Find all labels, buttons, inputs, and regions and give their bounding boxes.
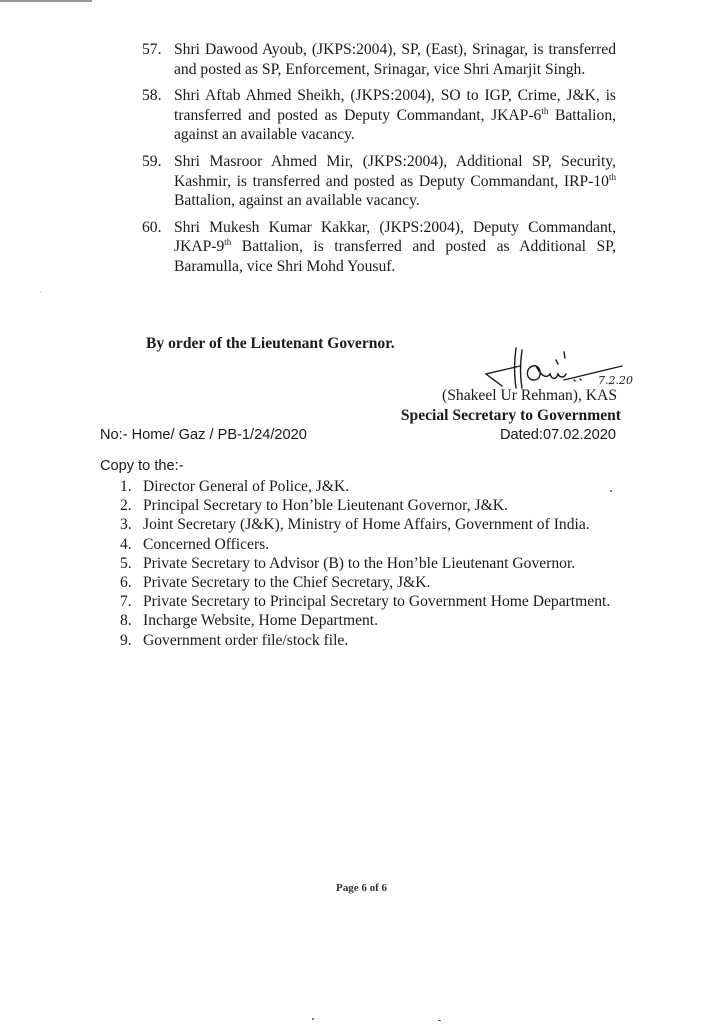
copy-to-number: 6.: [120, 574, 132, 592]
signature-date: 7.2.20: [598, 374, 633, 387]
reference-number: No:- Home/ Gaz / PB-1/24/2020: [100, 427, 307, 443]
order-text-part: Battalion, against an available vacancy.: [174, 192, 420, 210]
signer-name: (Shakeel Ur Rehman), KAS: [442, 387, 617, 404]
order-text-part: Shri Masroor Ahmed Mir, (JKPS:2004), Additional SP, Security, Kashmir, is transferred and posted as Deputy Commandant, IRP-10: [174, 152, 616, 190]
copy-to-number: 3.: [120, 516, 132, 534]
copy-to-number: 9.: [120, 631, 132, 649]
scan-speck: [40, 292, 41, 293]
copy-to-heading: Copy to the:-: [100, 458, 184, 474]
order-number: 60.: [142, 218, 162, 236]
copy-to-text: Private Secretary to Principal Secretary to Government Home Department.: [143, 593, 611, 611]
copy-to-number: 7.: [120, 593, 132, 611]
order-date: Dated:07.02.2020: [499, 427, 616, 443]
scan-speck: [312, 1018, 314, 1020]
copy-to-list: [120, 477, 617, 650]
order-number: 58.: [142, 87, 162, 105]
copy-to-item: [120, 573, 617, 592]
copy-to-text: Private Secretary to Advisor (B) to the Hon’ble Lieutenant Governor.: [143, 554, 576, 572]
copy-to-number: 1.: [120, 478, 132, 495]
copy-to-text: Director General of Police, J&K.: [143, 478, 350, 495]
order-item: [142, 86, 616, 145]
ordinal-suffix: th: [224, 237, 232, 248]
copy-to-item: [120, 477, 617, 496]
copy-to-item: [120, 515, 617, 534]
order-number: 59.: [142, 152, 162, 170]
copy-to-item: [120, 535, 617, 554]
scan-speck: [610, 490, 612, 492]
order-text-part: Battalion, is transferred and posted as Additional SP, Baramulla, vice Shri Mohd Yousuf.: [174, 238, 616, 275]
copy-to-text: Concerned Officers.: [143, 535, 270, 553]
scan-top-edge-rule: [0, 0, 92, 2]
order-item: [142, 218, 616, 277]
ordinal-suffix: th: [608, 171, 616, 182]
order-text: [174, 219, 616, 275]
copy-to-number: 2.: [120, 497, 132, 515]
order-text: [174, 41, 616, 78]
ordinal-suffix: th: [541, 105, 549, 116]
scan-speck: [438, 1020, 441, 1021]
signature-icon: [480, 344, 680, 390]
copy-to-item: [120, 496, 617, 515]
copy-to-text: Principal Secretary to Hon’ble Lieutenant Governor, J&K.: [143, 497, 508, 515]
copy-to-item: [120, 554, 617, 573]
order-text-part: Shri Mukesh Kumar Kakkar, (JKPS:2004), Deputy Commandant, JKAP-9: [174, 218, 616, 256]
by-order-line: By order of the Lieutenant Governor.: [146, 335, 395, 352]
copy-to-text: Government order file/stock file.: [143, 631, 349, 649]
order-text-part: Battalion, against an available vacancy.: [174, 106, 617, 144]
copy-to-item: [120, 592, 617, 611]
order-text-part: Shri Dawood Ayoub, (JKPS:2004), SP, (East), Srinagar, is transferred and posted as SP, Enforcement, Srinagar, vice Shri Amarjit Singh.: [174, 41, 616, 78]
copy-to-text: Incharge Website, Home Department.: [143, 612, 379, 630]
copy-to-item: [120, 611, 617, 630]
page-number: Page 6 of 6: [335, 882, 387, 894]
copy-to-number: 8.: [120, 612, 132, 630]
order-number: 57.: [142, 41, 162, 58]
order-text-part: Shri Aftab Ahmed Sheikh, (JKPS:2004), SO to IGP, Crime, J&K, is transferred and posted as Deputy Commandant, JKAP-6: [174, 87, 616, 124]
order-text: [174, 153, 616, 209]
copy-to-text: Joint Secretary (J&K), Ministry of Home Affairs, Government of India.: [143, 516, 590, 534]
transfer-order-list: [142, 40, 616, 284]
copy-to-text: Private Secretary to the Chief Secretary, J&K.: [143, 574, 431, 592]
order-item: [142, 40, 616, 79]
order-text: [174, 87, 616, 143]
copy-to-number: 4.: [120, 535, 132, 553]
copy-to-number: 5.: [120, 554, 132, 572]
order-item: [142, 152, 616, 211]
copy-to-item: [120, 631, 617, 650]
signer-title: Special Secretary to Government: [400, 407, 621, 424]
